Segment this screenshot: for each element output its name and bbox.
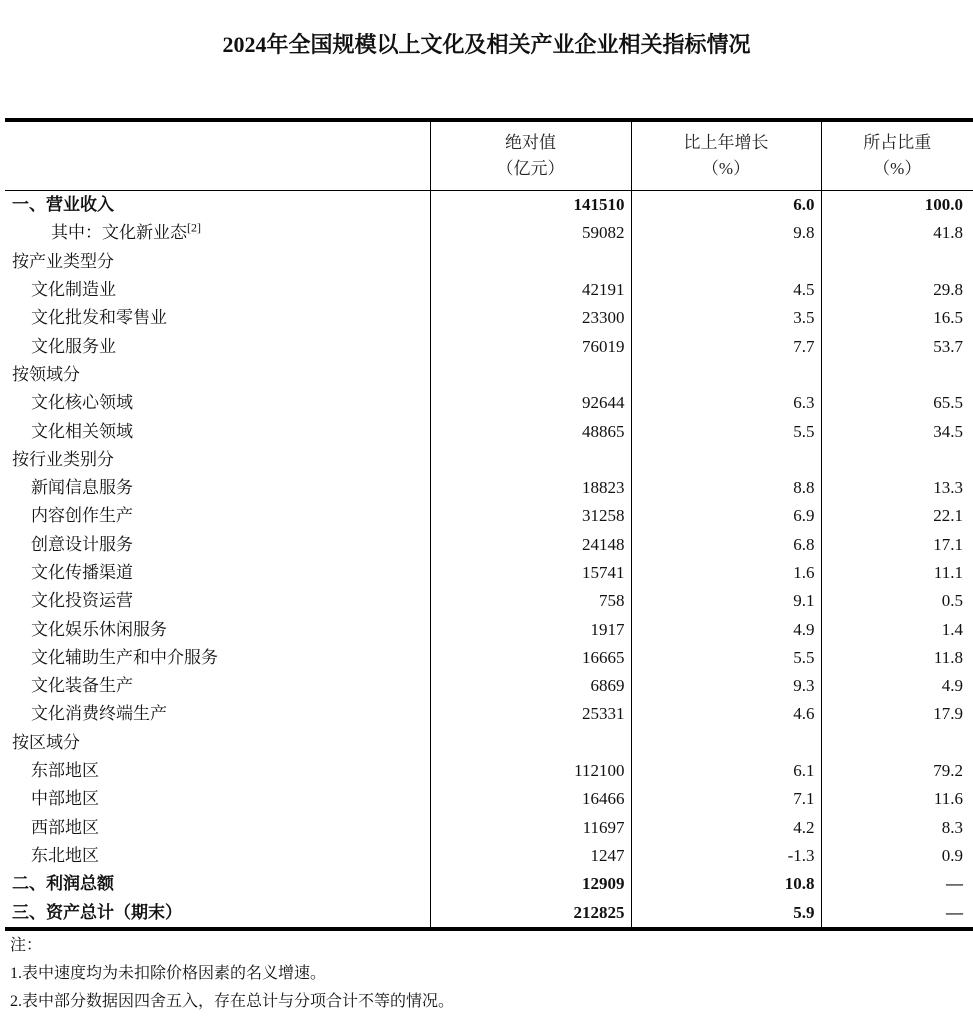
cell-growth: -1.3 — [631, 842, 821, 870]
cell-growth: 4.2 — [631, 814, 821, 842]
row-label-text: 文化批发和零售业 — [31, 308, 167, 328]
cell-absolute-value: 212825 — [430, 898, 631, 928]
cell-growth — [631, 729, 821, 757]
cell-share: 29.8 — [821, 276, 973, 304]
row-label-text: 文化核心领域 — [31, 393, 133, 413]
cell-growth: 6.8 — [631, 531, 821, 559]
cell-growth: 5.5 — [631, 417, 821, 445]
cell-absolute-value: 48865 — [430, 417, 631, 445]
cell-share: 53.7 — [821, 332, 973, 360]
row-label-text: 新闻信息服务 — [31, 478, 133, 498]
table-row — [5, 304, 973, 332]
cell-share: 11.1 — [821, 559, 973, 587]
row-label-text: 文化辅助生产和中介服务 — [31, 647, 218, 667]
row-label-text: 西部地区 — [31, 817, 99, 837]
row-label-text: 文化装备生产 — [31, 676, 133, 696]
cell-share: 100.0 — [821, 191, 973, 220]
cell-absolute-value: 1247 — [430, 842, 631, 870]
row-label — [5, 700, 430, 728]
table-row — [5, 700, 973, 728]
cell-share: 22.1 — [821, 502, 973, 530]
row-label — [5, 672, 430, 700]
row-label — [5, 304, 430, 332]
indicator-table — [5, 118, 973, 931]
cell-absolute-value: 6869 — [430, 672, 631, 700]
cell-growth: 4.6 — [631, 700, 821, 728]
row-label — [5, 870, 430, 898]
cell-share: — — [821, 898, 973, 928]
table-row — [5, 191, 973, 220]
cell-growth: 6.9 — [631, 502, 821, 530]
table-row — [5, 446, 973, 474]
cell-absolute-value — [430, 446, 631, 474]
cell-share: 0.5 — [821, 587, 973, 615]
table-row — [5, 587, 973, 615]
row-label — [5, 248, 430, 276]
cell-absolute-value: 59082 — [430, 219, 631, 247]
cell-growth: 1.6 — [631, 559, 821, 587]
row-label — [5, 587, 430, 615]
cell-growth — [631, 248, 821, 276]
cell-share: 17.1 — [821, 531, 973, 559]
header-absolute-value — [430, 120, 631, 191]
cell-share: 16.5 — [821, 304, 973, 332]
cell-growth — [631, 361, 821, 389]
row-label-text: 创意设计服务 — [31, 534, 133, 554]
row-label — [5, 785, 430, 813]
row-label-text: 文化娱乐休闲服务 — [31, 619, 167, 639]
cell-growth: 9.3 — [631, 672, 821, 700]
cell-share: 8.3 — [821, 814, 973, 842]
table-row — [5, 757, 973, 785]
cell-share — [821, 361, 973, 389]
cell-absolute-value: 25331 — [430, 700, 631, 728]
cell-absolute-value: 31258 — [430, 502, 631, 530]
cell-absolute-value: 23300 — [430, 304, 631, 332]
cell-absolute-value: 76019 — [430, 332, 631, 360]
row-label — [5, 219, 430, 247]
cell-growth: 5.9 — [631, 898, 821, 928]
cell-share — [821, 446, 973, 474]
cell-share: 65.5 — [821, 389, 973, 417]
cell-absolute-value: 92644 — [430, 389, 631, 417]
cell-share: 41.8 — [821, 219, 973, 247]
cell-growth: 9.1 — [631, 587, 821, 615]
header-line: 绝对值 — [505, 133, 556, 152]
note-item: 2.表中部分数据因四舍五入，存在总计与分项合计不等的情况。 — [10, 993, 455, 1010]
table-row — [5, 785, 973, 813]
cell-growth: 6.0 — [631, 191, 821, 220]
row-label-text: 三、资产总计（期末） — [12, 902, 182, 922]
cell-share: 79.2 — [821, 757, 973, 785]
row-label-text: 按领域分 — [12, 364, 80, 384]
header-indicator — [5, 120, 430, 191]
cell-absolute-value: 1917 — [430, 615, 631, 643]
cell-share: 17.9 — [821, 700, 973, 728]
header-line: 所占比重 — [863, 133, 932, 152]
row-label — [5, 276, 430, 304]
row-label-text: 中部地区 — [31, 789, 99, 809]
cell-share — [821, 248, 973, 276]
row-label — [5, 644, 430, 672]
row-label — [5, 417, 430, 445]
row-label-text: 文化投资运营 — [31, 591, 133, 611]
table-row — [5, 870, 973, 898]
cell-share: 34.5 — [821, 417, 973, 445]
table-row — [5, 417, 973, 445]
row-label-text: 文化制造业 — [31, 280, 116, 300]
row-label-text: 按区域分 — [12, 732, 80, 752]
cell-absolute-value: 112100 — [430, 757, 631, 785]
cell-growth: 9.8 — [631, 219, 821, 247]
table-row — [5, 559, 973, 587]
row-label — [5, 757, 430, 785]
row-label-text: 文化相关领域 — [31, 421, 133, 441]
table-row — [5, 276, 973, 304]
table-row — [5, 361, 973, 389]
header-growth — [631, 120, 821, 191]
table-row — [5, 389, 973, 417]
table-row — [5, 842, 973, 870]
header-share — [821, 120, 973, 191]
cell-growth: 3.5 — [631, 304, 821, 332]
cell-growth: 5.5 — [631, 644, 821, 672]
table-row — [5, 898, 973, 928]
row-label — [5, 502, 430, 530]
cell-growth: 8.8 — [631, 474, 821, 502]
row-label — [5, 361, 430, 389]
cell-absolute-value — [430, 361, 631, 389]
row-label — [5, 474, 430, 502]
header-line: 比上年增长 — [683, 133, 769, 152]
row-label — [5, 898, 430, 928]
cell-absolute-value — [430, 248, 631, 276]
row-label — [5, 615, 430, 643]
cell-absolute-value: 12909 — [430, 870, 631, 898]
row-label-text: 东部地区 — [31, 761, 99, 781]
cell-share: 1.4 — [821, 615, 973, 643]
cell-share: 0.9 — [821, 842, 973, 870]
table-row — [5, 729, 973, 757]
row-label — [5, 389, 430, 417]
footnotes — [10, 932, 454, 1016]
cell-absolute-value: 758 — [430, 587, 631, 615]
cell-share — [821, 729, 973, 757]
cell-absolute-value: 141510 — [430, 191, 631, 220]
cell-growth: 6.3 — [631, 389, 821, 417]
cell-growth: 4.5 — [631, 276, 821, 304]
row-label-text: 东北地区 — [31, 845, 99, 865]
cell-growth: 7.7 — [631, 332, 821, 360]
header-unit: （亿元） — [496, 159, 565, 178]
cell-growth: 4.9 — [631, 615, 821, 643]
table-row — [5, 248, 973, 276]
table-row — [5, 615, 973, 643]
cell-share: 4.9 — [821, 672, 973, 700]
row-label — [5, 559, 430, 587]
cell-share: — — [821, 870, 973, 898]
cell-absolute-value: 16665 — [430, 644, 631, 672]
row-label-text: 文化消费终端生产 — [31, 704, 167, 724]
row-label-text: 文化服务业 — [31, 336, 116, 356]
cell-absolute-value: 18823 — [430, 474, 631, 502]
note-item: 1.表中速度均为未扣除价格因素的名义增速。 — [10, 965, 327, 982]
row-label — [5, 191, 430, 220]
row-label-text: 二、利润总额 — [12, 874, 114, 894]
row-label-text: 按行业类别分 — [12, 449, 114, 469]
cell-absolute-value: 11697 — [430, 814, 631, 842]
table-row — [5, 644, 973, 672]
footnote-ref: [2] — [187, 220, 201, 235]
cell-absolute-value — [430, 729, 631, 757]
row-label-text: 按产业类型分 — [12, 251, 114, 271]
cell-absolute-value: 16466 — [430, 785, 631, 813]
notes-heading: 注： — [10, 937, 43, 954]
row-label — [5, 446, 430, 474]
table-row — [5, 474, 973, 502]
row-label-text: 其中：文化新业态 — [51, 223, 187, 243]
row-label-text: 内容创作生产 — [31, 506, 133, 526]
header-unit: （%） — [701, 159, 751, 178]
row-label — [5, 729, 430, 757]
table-row — [5, 531, 973, 559]
table-row — [5, 672, 973, 700]
table-row — [5, 219, 973, 247]
row-label-text: 一、营业收入 — [12, 195, 114, 215]
header-unit: （%） — [873, 159, 922, 178]
row-label — [5, 332, 430, 360]
table-row — [5, 502, 973, 530]
table-row — [5, 332, 973, 360]
cell-absolute-value: 15741 — [430, 559, 631, 587]
cell-growth — [631, 446, 821, 474]
data-table-container — [5, 118, 973, 931]
row-label — [5, 842, 430, 870]
cell-share: 11.8 — [821, 644, 973, 672]
cell-absolute-value: 24148 — [430, 531, 631, 559]
page-title: 2024年全国规模以上文化及相关产业企业相关指标情况 — [222, 32, 751, 57]
cell-absolute-value: 42191 — [430, 276, 631, 304]
cell-share: 13.3 — [821, 474, 973, 502]
table-header-row — [5, 120, 973, 191]
table-body — [5, 191, 973, 929]
cell-growth: 7.1 — [631, 785, 821, 813]
row-label — [5, 531, 430, 559]
row-label-text: 文化传播渠道 — [31, 563, 133, 582]
cell-share: 11.6 — [821, 785, 973, 813]
row-label — [5, 814, 430, 842]
cell-growth: 10.8 — [631, 870, 821, 898]
table-row — [5, 814, 973, 842]
cell-growth: 6.1 — [631, 757, 821, 785]
